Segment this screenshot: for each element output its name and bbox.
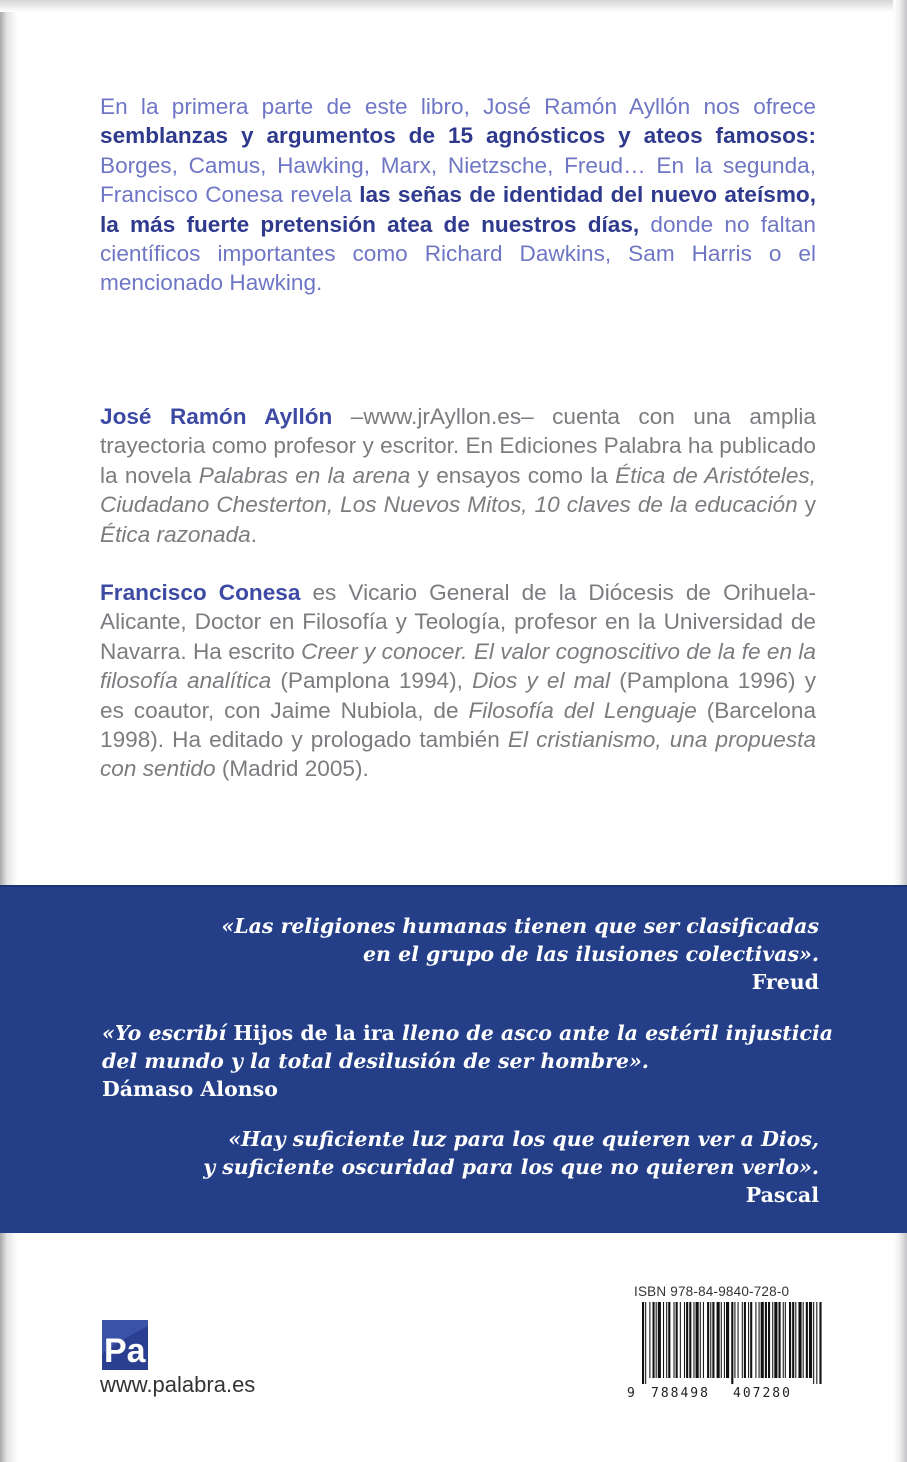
barcode-bar (703, 1302, 704, 1378)
quote-pascal: «Hay suficiente luz para los que quieren ver a Dios, y suficiente oscuridad para los que no quieren verlo». Pascal (203, 1127, 819, 1207)
barcode-bar (803, 1302, 804, 1378)
author-name-ayllon: José Ramón Ayllón (100, 404, 333, 429)
author-name-conesa: Francisco Conesa (100, 580, 301, 605)
barcode-bar (712, 1302, 714, 1378)
barcode-bar (795, 1302, 796, 1378)
barcode-bar (717, 1302, 720, 1378)
barcode-bar (726, 1302, 729, 1378)
barcode-bar (696, 1302, 699, 1378)
barcode-bar (742, 1302, 743, 1378)
barcode-bar (748, 1302, 749, 1378)
publisher-website: www.palabra.es (100, 1372, 256, 1397)
barcode-bar (653, 1302, 655, 1378)
quote-freud: «Las religiones humanas tienen que ser clasificadas en el grupo de las ilusiones colectivas». Freud (221, 914, 819, 994)
isbn-label: ISBN 978-84-9840-728-0 (634, 1284, 790, 1299)
barcode-bar (649, 1302, 650, 1378)
barcode-bar (785, 1302, 786, 1378)
barcode-bar (666, 1302, 667, 1378)
cover-left-shadow (0, 0, 18, 1462)
barcode-bar (686, 1302, 688, 1378)
barcode-bar (734, 1302, 735, 1378)
barcode-bar (813, 1302, 814, 1384)
barcode-bar (750, 1302, 752, 1378)
quote-damaso-alonso: «Yo escribí Hijos de la ira lleno de asco ante la estéril injusticia del mundo y la total desilusión de ser hombre». Dámaso Alonso (102, 1021, 834, 1101)
barcode-bar (783, 1302, 784, 1378)
quote-author: Freud (751, 970, 819, 994)
barcode-bar (693, 1302, 694, 1378)
barcode-bar (819, 1302, 821, 1384)
ean-barcode (640, 1302, 822, 1384)
barcode-bar (642, 1302, 644, 1384)
barcode-bar (663, 1302, 664, 1378)
cover-right-shadow (893, 0, 907, 1462)
barcode-bar (710, 1302, 711, 1378)
author-bio-ayllon: José Ramón Ayllón –www.jrAyllon.es– cuenta con una amplia trayectoria como profesor y escritor. En Ediciones Palabra ha publicado la novela Palabras en la arena y ensayos como la Ética de Aristóteles, Ciudadano Chesterton, Los Nuevos Mitos, 10 claves de la educación y Ética razonada. (100, 404, 816, 547)
book-back-cover: En la primera parte de este libro, José Ramón Ayllón nos ofrece semblanzas y argumentos de 15 agnósticos y ateos famosos: Borges, Camus, Hawking, Marx, Nietzsche, Freud… En la segunda, Francisco Conesa revela las señas de identidad del nuevo ateísmo, la más fuerte pretensión atea de nuestros días, donde no faltan científicos importantes como Richard Dawkins, Sam Harris o el mencionado Hawking. José Ramón Ayllón –www.jrAyllon.es– cuenta con una amplia trayectoria como profesor y escritor. En Ediciones Palabra ha publicado la novela Palabras en la arena y ensayos como la Ética de Aristóteles, Ciudadano Chesterton, Los Nuevos Mitos, 10 claves de la educación y Ética razonada. Francisco Conesa es Vicario General de la Diócesis de Orihuela-Alicante, Doctor en Filosofía y Teología, profesor en la Universidad de Navarra. Ha escrito Creer y conocer. El valor cognoscitivo de la fe en la filosofía analítica (Pamplona 1994), Dios y el mal (Pamplona 1996) y es coautor, con Jaime Nubiola, de Filosofía del Lenguaje (Barcelona 1998). Ha editado y prologado también El cristianismo, una propuesta con sentido (Madrid 2005). «Las religiones humanas tienen que ser clasificadas en el grupo de las ilusiones colectivas». Freud «Yo escribí Hijos de la ira lleno de asco ante la estéril injusticia del mundo y la total desilusión de ser hombre». Dámaso Alonso «Hay suficiente luz para los que quieren ver a Dios, y suficiente oscuridad para los que no quieren verlo». Pascal Pa www.palabra.es ISBN 978-84-9840-728-0 9 788498 407280 (0, 0, 907, 1462)
barcode-bar (738, 1302, 739, 1378)
barcode-bar (731, 1302, 733, 1384)
palabra-logo-icon (102, 1320, 148, 1370)
barcode-bar (658, 1302, 661, 1378)
synopsis-paragraph: En la primera parte de este libro, José Ramón Ayllón nos ofrece semblanzas y argumentos de 15 agnósticos y ateos famosos: Borges, Camus, Hawking, Marx, Nietzsche, Freud… En la segunda, Francisco Conesa revela las señas de identidad del nuevo ateísmo, la más fuerte pretensión atea de nuestros días, donde no faltan científicos importantes como Richard Dawkins, Sam Harris o el mencionado Hawking. (100, 94, 817, 296)
barcode-bar (684, 1302, 685, 1378)
barcode-bar (755, 1302, 756, 1378)
barcode-bar (798, 1302, 801, 1378)
barcode-bar (789, 1302, 791, 1378)
barcode-bar (761, 1302, 764, 1378)
barcode-bar (676, 1302, 678, 1378)
barcode-bar (724, 1302, 725, 1378)
author-bio-conesa: Francisco Conesa es Vicario General de la Diócesis de Orihuela-Alicante, Doctor en Filosofía y Teología, profesor en la Universidad de Navarra. Ha escrito Creer y conocer. El valor cognoscitivo de la fe en la filosofía analítica (Pamplona 1994), Dios y el mal (Pamplona 1996) y es coautor, con Jaime Nubiola, de Filosofía del Lenguaje (Barcelona 1998). Ha editado y prologado también El cristianismo, una propuesta con sentido (Madrid 2005). (100, 580, 817, 782)
barcode-bar (680, 1302, 681, 1378)
barcode-bar (721, 1302, 722, 1378)
logo-letters: Pa (104, 1332, 146, 1370)
quote-author: Pascal (745, 1183, 819, 1207)
cover-top-shadow (0, 0, 907, 12)
barcode-bar (765, 1302, 767, 1378)
barcode-bar (772, 1302, 773, 1378)
barcode-bar (744, 1302, 746, 1378)
barcode-bar (806, 1302, 808, 1378)
barcode-bar (645, 1302, 646, 1384)
barcode-bar (707, 1302, 709, 1378)
barcode-bar (774, 1302, 777, 1378)
barcode-bar (809, 1302, 812, 1378)
barcode-bar (656, 1302, 657, 1378)
barcode-bar (674, 1302, 675, 1378)
barcode-bar (792, 1302, 794, 1378)
barcode-bar (759, 1302, 760, 1378)
barcode-bar (816, 1302, 817, 1384)
barcode-bar (668, 1302, 670, 1378)
quote-author: Dámaso Alonso (102, 1077, 278, 1101)
barcode-bar (689, 1302, 691, 1378)
barcode-bar (768, 1302, 770, 1378)
barcode-bar (700, 1302, 701, 1378)
barcode-bar (779, 1302, 781, 1378)
